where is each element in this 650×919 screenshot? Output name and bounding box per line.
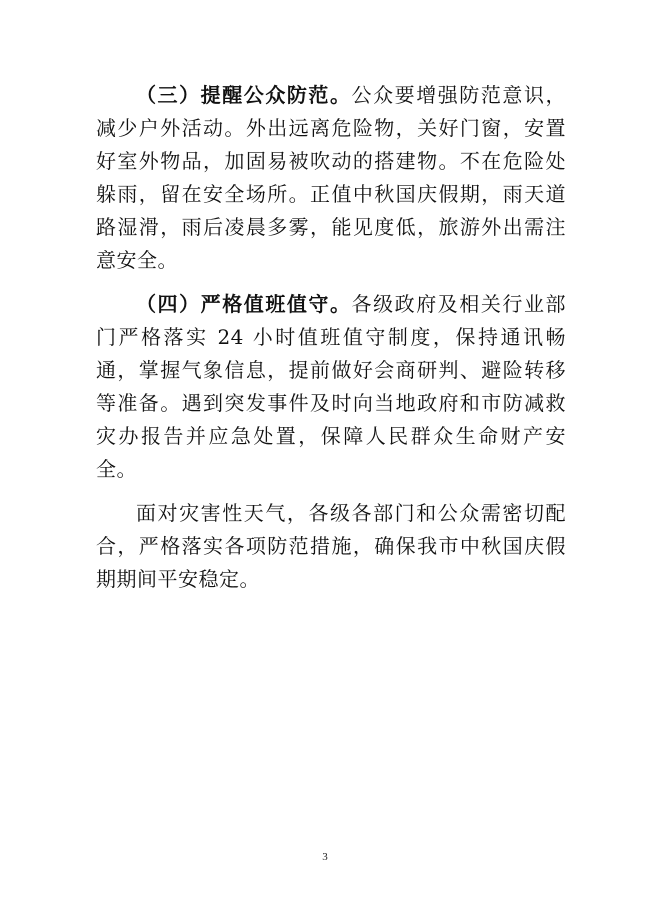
paragraph-text-remind-public: 公众要增强防范意识，减少户外活动。外出远离危险物，关好门窗，安置好室外物品，加固易被吹动的搭建物。不在危险处躲雨，留在安全场所。正值中秋国庆假期，雨天道路湿滑，雨后凌晨多雾，能见度低，旅游外出需注意安全。 — [96, 83, 567, 272]
paragraph-duty — [96, 288, 566, 486]
paragraph-conclusion — [96, 497, 566, 596]
paragraph-text-duty: 各级政府及相关行业部门严格落实 24 小时值班值守制度，保持通讯畅通，掌握气象信息，提前做好会商研判、避险转移等准备。遇到突发事件及时向当地政府和市防减救灾办报告并应急处置，保障人民群众生命财产安全。 — [96, 292, 567, 481]
paragraph-remind-public — [96, 79, 566, 277]
page-number: 3 — [322, 851, 328, 863]
section-heading-remind-public: （三）提醒公众防范。 — [136, 83, 352, 107]
section-heading-duty: （四）严格值班值守。 — [136, 292, 352, 316]
document-body — [96, 79, 566, 596]
paragraph-text-conclusion: 面对灾害性天气，各级各部门和公众需密切配合，严格落实各项防范措施，确保我市中秋国庆假期期间平安稳定。 — [96, 501, 566, 591]
